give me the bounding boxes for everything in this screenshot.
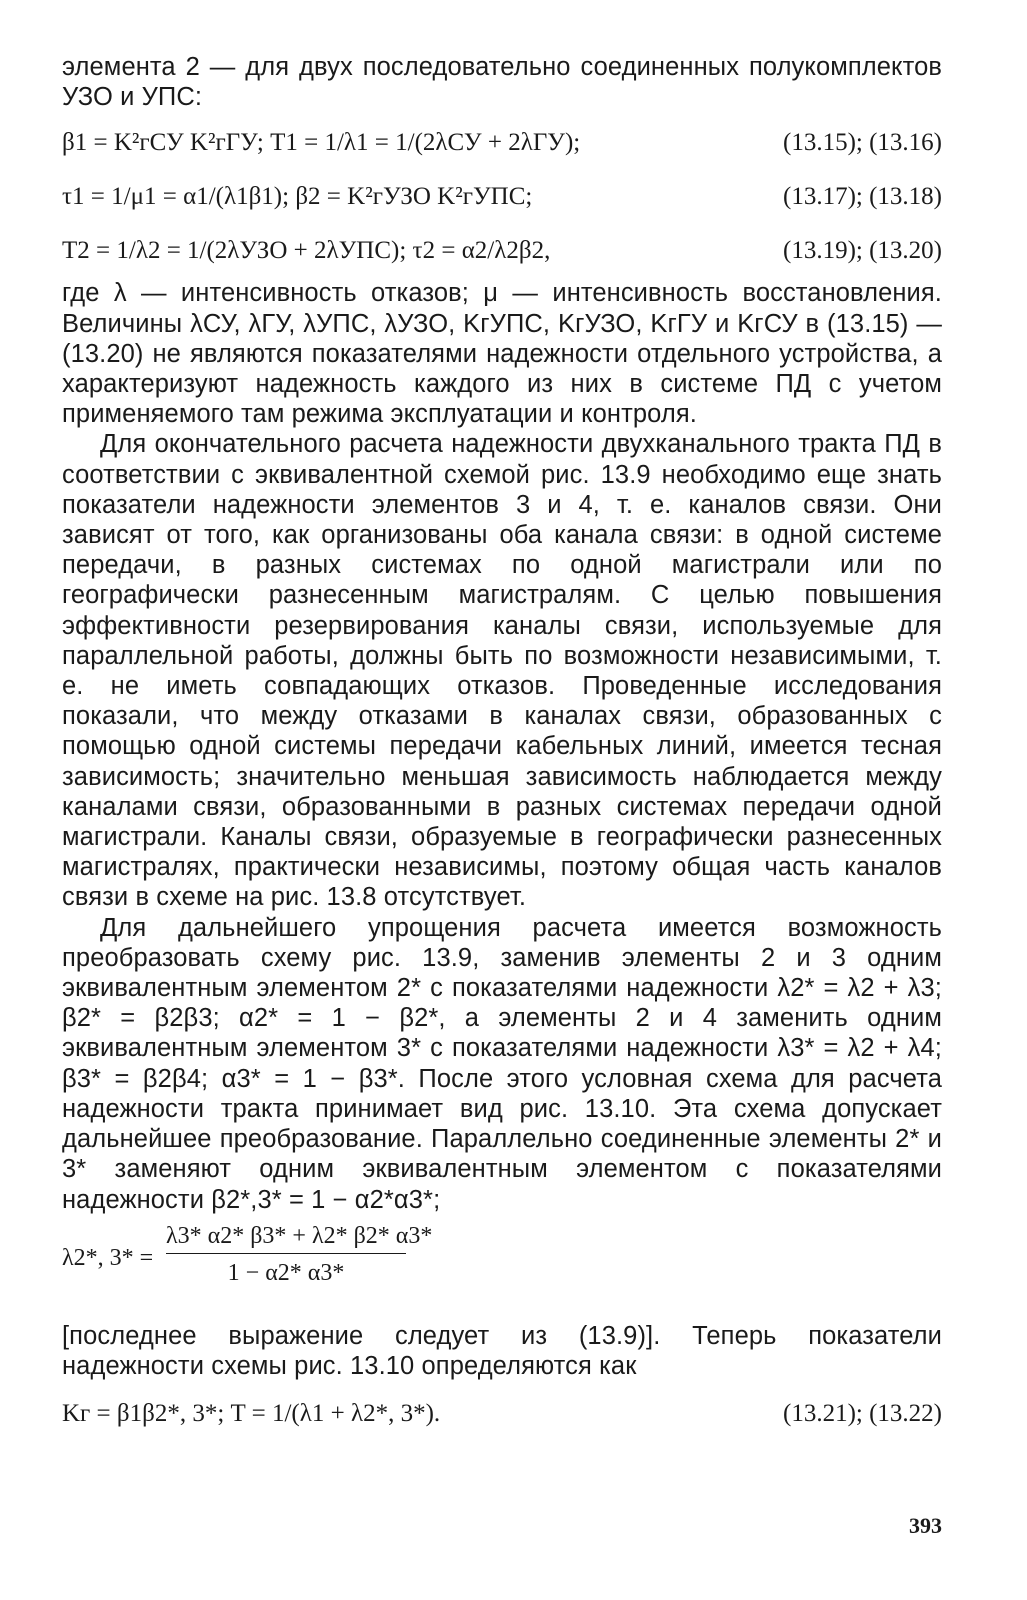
simplification-paragraph: Для дальнейшего упрощения расчета имеется возможность преобразовать схему рис. 13.9, заменив элементы 2 и 3 одним эквивалентным элементом 2* с показателями надежности λ2* = λ2 + λ3; β2* = β2β3; α2* = 1 − β2*, а элементы 2 и 4 заменить одним эквивалентным элементом 3* с показателями надежности λ3* = λ2 + λ4; β3* = β2β4; α3* = 1 − β3*. После этого условная схема для расчета надежности тракта принимает вид рис. 13.10. Эта схема допускает дальнейшее преобразование. Параллельно соединенные элементы 2* и 3* заменяют одним эквивалентным элементом с показателями надежности β2*,3* = 1 − α2*α3*; [62, 913, 942, 1214]
fraction-numerator: λ3* α2* β3* + λ2* β2* α3* [166, 1222, 433, 1249]
channel-reliability-paragraph: Для окончательного расчета надежности двухканального тракта ПД в соответствии с эквивалентной схемой рис. 13.9 необходимо еще знать показатели надежности элементов 3 и 4, т. е. каналов связи. Они зависят от того, как организованы оба канала связи: в одной системе передачи, в разных системах по одной магистрали или по географически разнесенным магистралям. С целью повышения эффективности резервирования каналы связи, используемые для параллельной работы, должны быть по возможности независимыми, т. е. не иметь совпадающих отказов. Проведенные исследования показали, что между отказами в каналах связи, образованных с помощью одной системы передачи кабельных линий, имеется тесная зависимость; значительно меньшая зависимость наблюдается между каналами связи, образованными в разных системах передачи одной магистрали. Каналы связи, образуемые в географически разнесенных магистралях, практически независимы, поэтому общая часть каналов связи в схеме на рис. 13.8 отсутствует. [62, 430, 942, 912]
fraction-lhs: λ2*, 3* = [62, 1244, 154, 1271]
page-body [62, 52, 942, 1431]
equation-number: (13.15); (13.16) [783, 129, 942, 157]
definitions-paragraph: где λ — интенсивность отказов; μ — интенсивность восстановления. Величины λСУ, λГУ, λУПС, λУЗО, KгУПС, KгУЗО, KгГУ и KгСУ в (13.15) — (13.20) не являются показателями надежности отдельного устройства, а характеризуют надежность каждого из них в системе ПД с учетом применяемого там режима эксплуатации и контроля. [62, 279, 942, 429]
equation-13-19-20 [62, 234, 942, 268]
fraction-equation [62, 1221, 942, 1299]
intro-paragraph: элемента 2 — для двух последовательно соединенных полукомплектов УЗО и УПС: [62, 53, 942, 112]
equation-13-21-22 [62, 1397, 942, 1431]
fraction-bar [166, 1253, 406, 1255]
equation-number: (13.21); (13.22) [783, 1400, 942, 1428]
conclusion-paragraph: [последнее выражение следует из (13.9)]. Теперь показатели надежности схемы рис. 13.10 определяются как [62, 1321, 942, 1380]
equation-expression: β1 = K²гСУ K²гГУ; T1 = 1/λ1 = 1/(2λСУ + 2λГУ); [62, 129, 581, 157]
equation-13-17-18 [62, 180, 942, 214]
equation-13-15-16 [62, 126, 942, 160]
equation-number: (13.19); (13.20) [783, 237, 942, 265]
fraction-body [166, 1221, 433, 1289]
equation-expression: Kг = β1β2*, 3*; T = 1/(λ1 + λ2*, 3*). [62, 1400, 441, 1428]
page-number: 393 [909, 1513, 942, 1538]
fraction-denominator: 1 − α2* α3* [227, 1260, 345, 1287]
equation-expression: τ1 = 1/μ1 = α1/(λ1β1); β2 = K²гУЗО K²гУПС; [62, 183, 533, 211]
equation-number: (13.17); (13.18) [783, 183, 942, 211]
equation-expression: T2 = 1/λ2 = 1/(2λУЗО + 2λУПС); τ2 = α2/λ2β2, [62, 237, 551, 265]
